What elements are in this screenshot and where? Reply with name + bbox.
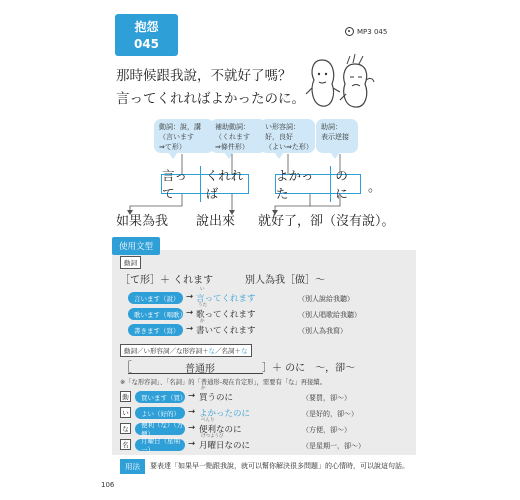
pattern2-category-na1: な — [208, 347, 215, 355]
bubble-particle: 助詞： 表示逆接 — [316, 119, 358, 153]
pattern2-row4-gloss: （是星期一，卻～） — [302, 442, 365, 450]
pattern1-row1-gloss: （別人說給我聽） — [298, 295, 354, 303]
usage-label: 用法 — [120, 459, 145, 474]
pattern2-row3-arrow: → — [188, 423, 196, 433]
pattern2-row2-arrow: → — [188, 407, 196, 417]
pattern2-note: ※「な形容詞」、「名詞」的「普通形-現在肯定形」，需要有「な」再接續。 — [120, 379, 326, 386]
bubble-i-adjective: い形容詞： 好，良好 （よい⇒た形） — [260, 119, 315, 153]
pattern1-row1-arrow: → — [186, 292, 194, 302]
translation-part-1: 如果為我 — [116, 214, 169, 229]
pattern1-row3-ruby: か — [200, 319, 205, 324]
pattern1-row3-arrow: → — [186, 324, 194, 334]
pattern2-row3-pill: 便利（な）（方便） — [135, 423, 185, 435]
lesson-number: 045 — [133, 37, 160, 51]
pattern2-row2-gloss: （是好的，卻～） — [302, 410, 358, 418]
pattern2-row3-result: 便利なのに — [199, 425, 242, 435]
pattern2-row4-ruby: げつようび — [201, 434, 224, 439]
pattern1-row3-result: 書いてくれます — [196, 326, 256, 336]
pattern1-meaning: 別人為我［做］～ — [245, 275, 325, 286]
pattern1-row2-result: 歌ってくれます — [196, 310, 256, 320]
pattern2-category-na2: な — [241, 347, 248, 355]
segment-yokatta: よかった — [276, 166, 331, 202]
pattern2-category-text1: 動詞／い形容詞／な形容詞＋ — [124, 347, 209, 355]
characters-illustration — [300, 50, 380, 115]
pattern2-row2-cat: い — [120, 407, 131, 418]
bubble-aux-verb: 補助動詞： （くれます ⇒條件形） — [210, 119, 266, 153]
section-label: 使用文型 — [112, 237, 160, 255]
segment-noni: のに — [335, 168, 348, 201]
pattern1-row1-ruby: い — [200, 287, 205, 292]
pattern2-row4-result: 月曜日なのに — [199, 441, 251, 451]
title-chinese: 那時候跟我說，不就好了嗎？ — [116, 68, 292, 84]
audio-label: MP3 045 — [357, 27, 388, 36]
pattern2-category-text2: ／名詞＋ — [215, 347, 241, 355]
lesson-tab — [115, 14, 178, 56]
pattern2-row1-arrow: → — [188, 391, 196, 401]
usage-text: 要表達「如果早一點跟我說，就可以幫你解決很多問題」的心情時，可以說這句話。 — [150, 462, 409, 470]
pattern2-row4-cat: 名 — [120, 439, 131, 450]
pattern1-formula: ［て形］＋ くれます — [120, 275, 214, 286]
pattern2-row1-cat: 動 — [120, 391, 131, 402]
pattern2-row1-ruby: か — [201, 386, 206, 391]
pattern2-bracket-left: ［ — [120, 360, 133, 374]
pattern2-row4-pill: 月曜日（星期一） — [135, 439, 185, 451]
pattern2-row3-cat: な — [120, 423, 131, 434]
pattern2-row3-gloss: （方便，卻～） — [302, 426, 351, 434]
pattern2-row4-arrow: → — [188, 439, 196, 449]
pattern2-row1-result: 買うのに — [199, 393, 234, 403]
page-number: 106 — [101, 481, 115, 489]
segment-period: 。 — [368, 180, 382, 195]
pattern1-row3-gloss: （別人為我寫） — [298, 327, 347, 335]
segment-kurereba: くれれば — [205, 168, 244, 201]
audio-track[interactable] — [345, 27, 387, 36]
pattern2-row1-gloss: （要買，卻～） — [302, 394, 351, 402]
translation-part-2: 說出來 — [196, 214, 236, 229]
pattern1-row2-ruby: うた — [198, 303, 207, 308]
pattern2-formula: ］＋ のに ～，卻～ — [262, 363, 356, 374]
segment-itte: 言って — [162, 166, 201, 202]
pattern1-row2-gloss: （別人唱歌給我聽） — [298, 311, 361, 319]
pattern1-row2-arrow: → — [186, 308, 194, 318]
cd-icon — [345, 27, 354, 36]
pattern2-category — [120, 344, 252, 357]
pattern1-category: 動詞 — [120, 256, 141, 269]
pattern2-row2-pill: よい（好的） — [135, 407, 185, 419]
pattern1-row1-result: 言ってくれます — [196, 294, 256, 304]
pattern1-row2-pill: 歌います（唱歌） — [128, 308, 183, 320]
character-right — [344, 64, 367, 107]
title-japanese: 言ってくれればよかったのに。 — [116, 91, 305, 107]
pattern1-row3-pill: 書きます（寫） — [128, 324, 183, 336]
pattern1-row1-pill: 言います（說） — [128, 292, 183, 304]
pattern2-row2-result: よかったのに — [199, 409, 251, 419]
pattern2-row1-pill: 買います（買） — [135, 391, 185, 403]
lesson-title: 抱怨 — [134, 20, 159, 34]
pattern2-row3-ruby: べんり — [201, 418, 215, 423]
pattern2-underline — [128, 373, 263, 374]
pattern2-plain-form: 普通形 — [185, 364, 215, 375]
translation-part-3: 就好了，卻（沒有說）。 — [258, 214, 395, 229]
bubble-verb: 動詞：說，講 （言います ⇒て形） — [154, 119, 214, 153]
